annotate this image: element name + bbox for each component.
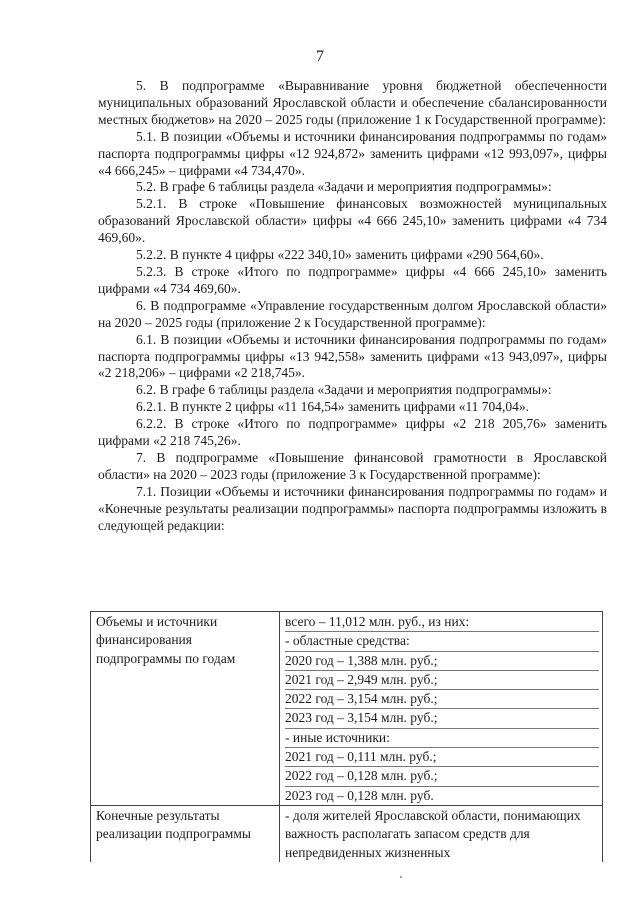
paragraph-6-2: 6.2. В графе 6 таблицы раздела «Задачи и мероприятия подпрограммы»:: [136, 382, 552, 398]
paragraph-6-2-1: 6.2.1. В пункте 2 цифры «11 164,54» заменить цифрами «11 704,04».: [136, 399, 530, 415]
table-cell-label: Конечные результаты реализации подпрограммы: [91, 805, 280, 861]
table-cell-label: Объемы и источники финансирования подпрограммы по годам: [91, 612, 280, 806]
funding-line: 2021 год – 2,949 млн. руб.;: [285, 671, 599, 690]
paragraph-6: 6. В подпрограмме «Управление государственным долгом Ярославской области» на 2020 – 2025 годы (приложение 2 к Государственной программе):: [98, 297, 607, 330]
table-cell-value: [280, 612, 603, 806]
table-row: [91, 612, 603, 806]
funding-line: - иные источники:: [285, 729, 599, 748]
paragraph-5-2: 5.2. В графе 6 таблицы раздела «Задачи и мероприятия подпрограммы»:: [136, 179, 552, 195]
funding-line: - областные средства:: [285, 632, 599, 651]
funding-line: 2023 год – 3,154 млн. руб.;: [285, 709, 599, 728]
paragraph-6-1: 6.1. В позиции «Объемы и источники финансирования подпрограммы по годам» паспорта подпрограммы цифры «13 942,558» заменить цифрами «13 943,097», цифры «2 218,206» – цифрами «2 218,745».: [98, 331, 607, 381]
table-row: [91, 805, 603, 861]
paragraph-5-2-3: 5.2.3. В строке «Итого по подпрограмме» цифры «4 666 245,10» заменить цифрами «4 734 469,60».: [98, 263, 607, 296]
paragraph-6-2-2: 6.2.2. В строке «Итого по подпрограмме» цифры «2 218 205,76» заменить цифрами «2 218 745,26».: [98, 416, 607, 449]
document-body: [98, 78, 607, 534]
funding-line: 2022 год – 0,128 млн. руб.;: [285, 767, 599, 786]
funding-line: 2023 год – 0,128 млн. руб.: [285, 787, 434, 803]
funding-line: 2020 год – 1,388 млн. руб.;: [285, 652, 599, 671]
paragraph-5-2-2: 5.2.2. В пункте 4 цифры «222 340,10» заменить цифрами «290 564,60».: [136, 247, 544, 263]
funding-line: 2021 год – 0,111 млн. руб.;: [285, 748, 599, 767]
funding-line: 2022 год – 3,154 млн. руб.;: [285, 690, 599, 709]
passport-table: [90, 611, 603, 862]
paragraph-7-1: 7.1. Позиции «Объемы и источники финансирования подпрограммы по годам» и «Конечные результаты реализации подпрограммы» паспорта подпрограммы изложить в следующей редакции:: [98, 483, 607, 533]
paragraph-5-2-1: 5.2.1. В строке «Повышение финансовых возможностей муниципальных образований Ярославской области» цифры «4 666 245,10» заменить цифрами «4 734 469,60».: [98, 196, 607, 246]
paragraph-5: 5. В подпрограмме «Выравнивание уровня бюджетной обеспеченности муниципальных образований Ярославской области и обеспечение сбалансированности местных бюджетов» на 2020 – 2025 годы (приложение 1 к Государственной программе):: [98, 78, 607, 127]
page-number: 7: [316, 48, 324, 65]
paragraph-7: 7. В подпрограмме «Повышение финансовой грамотности в Ярославской области» на 2020 – 2023 годы (приложение 3 к Государственной программе):: [98, 449, 607, 482]
paragraph-5-1: 5.1. В позиции «Объемы и источники финансирования подпрограммы по годам» паспорта подпрограммы цифры «12 924,872» заменить цифрами «12 993,097», цифры «4 666,245» – цифрами «4 734,470».: [98, 128, 607, 178]
funding-line: всего – 11,012 млн. руб., из них:: [285, 613, 599, 632]
table-cell-value: - доля жителей Ярославской области, понимающих важность располагать запасом средств для непредвиденных жизненных: [280, 805, 603, 861]
scan-speck: [400, 876, 402, 878]
